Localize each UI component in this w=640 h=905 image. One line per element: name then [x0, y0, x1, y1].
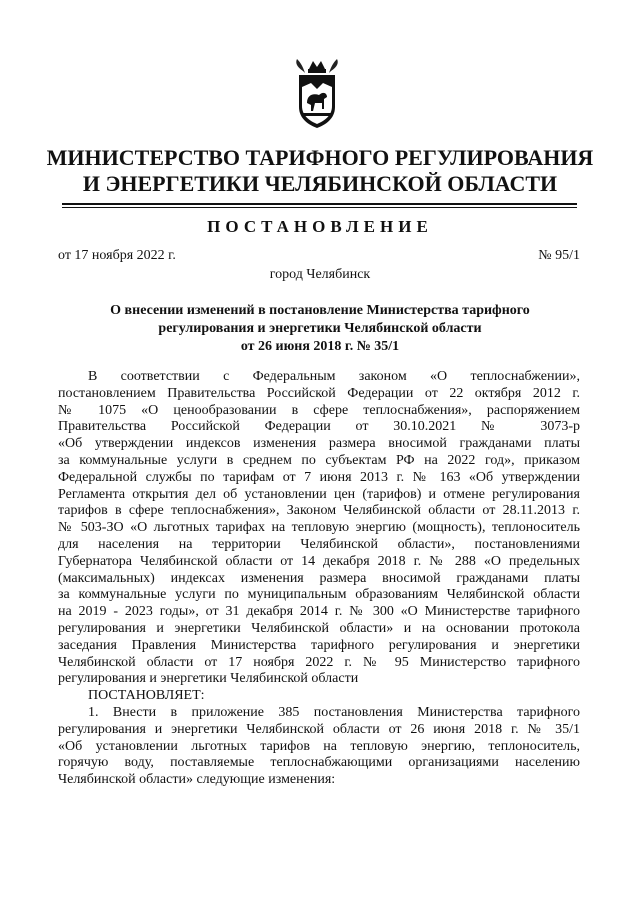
- item1-line: 1. Внести в приложение 385 постановления Министерства тарифного: [88, 704, 580, 720]
- preamble-line: № 1075 «О ценообразовании в сфере теплоснабжения», распоряжением: [58, 402, 580, 418]
- preamble-line: Губернатора Челябинской области от 14 декабря 2018 г. № 288 «О предельных: [58, 553, 580, 569]
- document-city: город Челябинск: [269, 267, 371, 282]
- document-type: ПОСТАНОВЛЕНИЕ: [207, 217, 433, 236]
- document-title: [70, 302, 570, 356]
- resolves-label: ПОСТАНОВЛЯЕТ:: [88, 688, 205, 704]
- preamble-line: «Об утверждении индексов изменения размера вносимой гражданами платы: [58, 436, 580, 452]
- preamble-line: (максимальных) индексах изменения размера вносимой гражданами платы: [58, 570, 580, 586]
- item1-line: Челябинской области» следующие изменения:: [58, 772, 336, 788]
- header-divider-thick: [62, 203, 577, 205]
- ministry-name-line1: МИНИСТЕРСТВО ТАРИФНОГО РЕГУЛИРОВАНИЯ: [46, 145, 594, 170]
- preamble-line: В соответствии с Федеральным законом «О теплоснабжении»,: [88, 369, 580, 384]
- item1-line: горячую воду, поставляемые теплоснабжающими организациями населению: [58, 755, 580, 771]
- preamble-line: постановлением Правительства Российской Федерации от 22 октября 2012 г.: [58, 385, 580, 401]
- item1-line: «Об установлении льготных тарифов на тепловую энергию, теплоноситель,: [58, 738, 580, 754]
- document-date: от 17 ноября 2022 г.: [58, 248, 176, 263]
- coat-of-arms-icon: [293, 57, 341, 129]
- preamble-line: № 503-ЗО «О льготных тарифах на тепловую энергию (мощность), теплоноситель: [58, 520, 580, 536]
- preamble-line: за коммунальные услуги в среднем по субъектам РФ на 2022 год», приказом: [58, 452, 580, 468]
- preamble-line: Челябинской области от 17 ноября 2022 г. № 95 Министерство тарифного: [58, 654, 580, 670]
- item1-line: регулирования и энергетики Челябинской области от 26 июня 2018 г. № 35/1: [58, 721, 580, 737]
- preamble-line: тарифов в сфере теплоснабжения», Законом Челябинской области от 28.11.2013 г.: [58, 503, 580, 519]
- title-line3: от 26 июня 2018 г. № 35/1: [240, 339, 400, 354]
- title-line2: регулирования и энергетики Челябинской области: [158, 321, 482, 336]
- ministry-name: [40, 145, 600, 197]
- preamble-line: регулирования и энергетики Челябинской области: [58, 671, 359, 687]
- preamble-line: Федеральной службы по тарифам от 7 июня 2013 г. № 163 «Об утверждении: [58, 469, 580, 485]
- title-line1: О внесении изменений в постановление Министерства тарифного: [110, 303, 530, 318]
- preamble-line: Регламента открытия дел об установлении цен (тарифов) и отмене регулирования: [58, 486, 580, 502]
- ministry-name-line2: И ЭНЕРГЕТИКИ ЧЕЛЯБИНСКОЙ ОБЛАСТИ: [82, 171, 558, 196]
- preamble-line: для населения на территории Челябинской области», постановлениями: [58, 536, 580, 552]
- preamble-line: заседания Правления Министерства тарифного регулирования и энергетики: [58, 637, 580, 653]
- preamble-line: Правительства Российской Федерации от 30.10.2021 № 3073-р: [58, 419, 580, 435]
- preamble-line: регулирования и энергетики Челябинской области» и на основании протокола: [58, 620, 580, 636]
- document-number: № 95/1: [538, 248, 580, 263]
- preamble-line: на 2019 - 2023 годы», от 31 декабря 2014 г. № 300 «О Министерстве тарифного: [58, 604, 580, 620]
- document-body: [58, 369, 580, 789]
- header-divider-thin: [62, 207, 577, 208]
- preamble-line: за коммунальные услуги по муниципальным образованиям Челябинской области: [58, 587, 580, 603]
